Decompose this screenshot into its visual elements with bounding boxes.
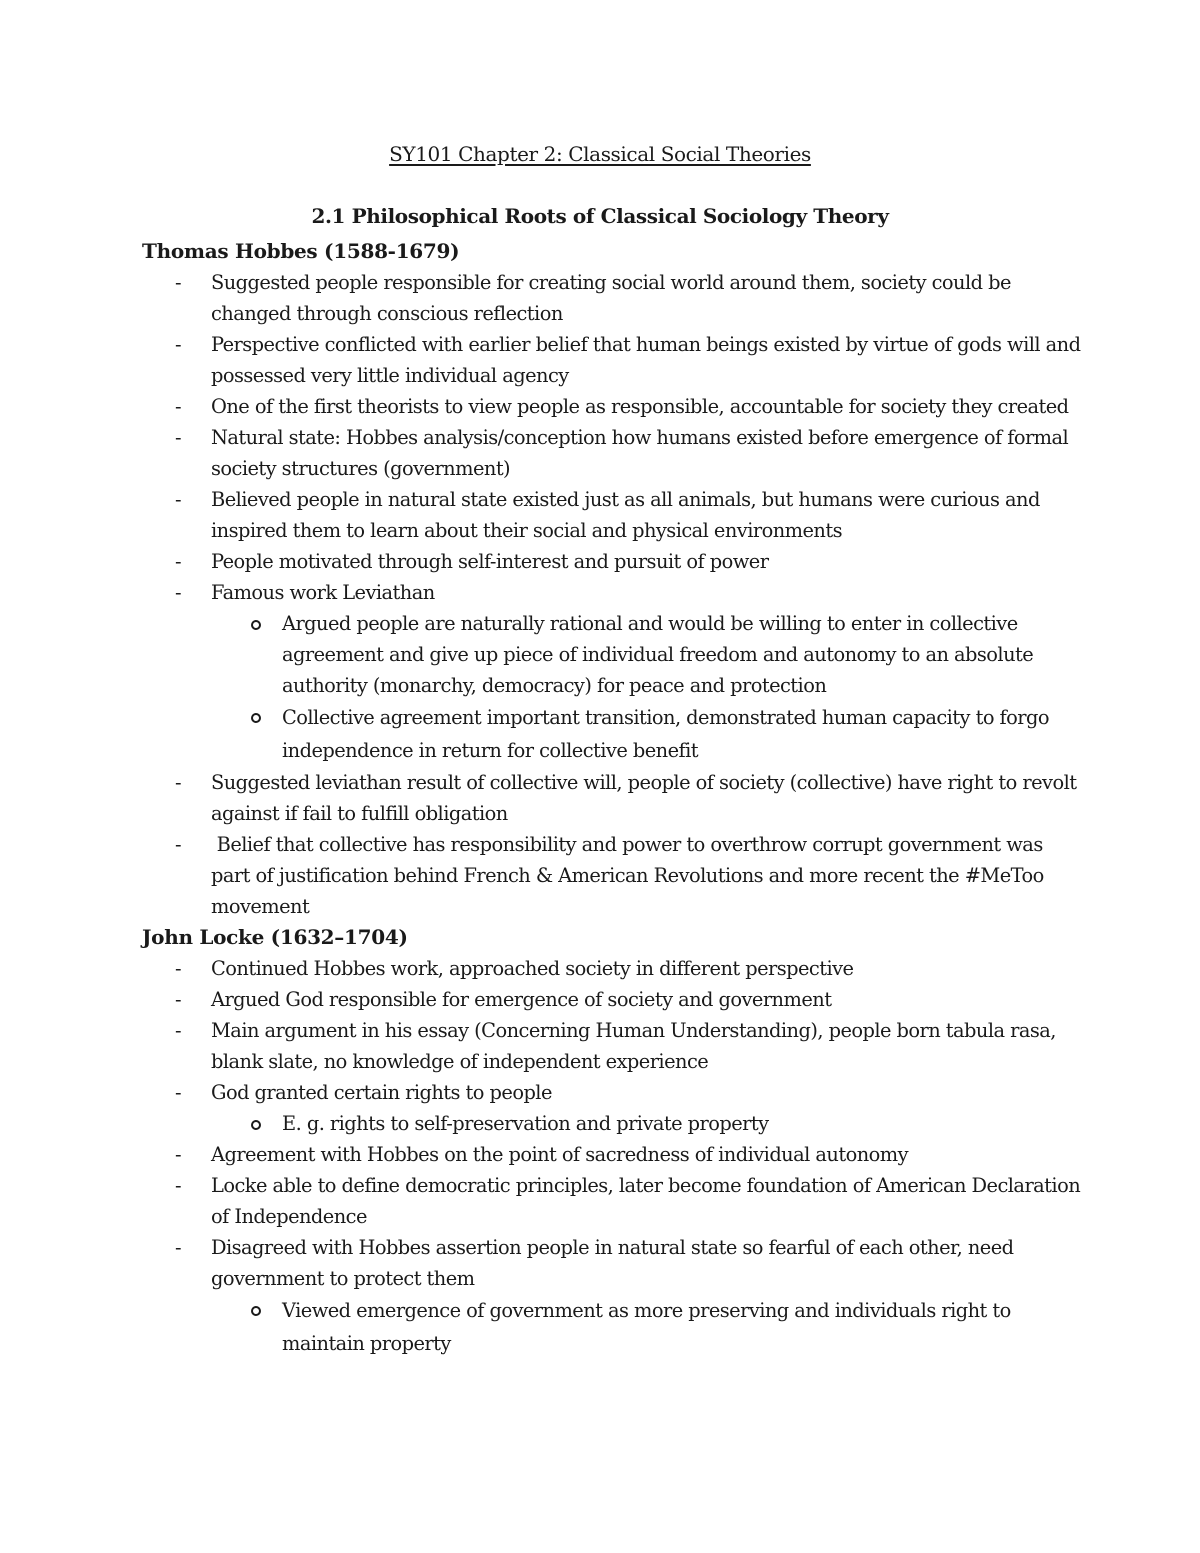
list-item: - People motivated through self-interest and pursuit of power bbox=[142, 546, 1082, 577]
list-item: - Continued Hobbes work, approached society in different perspective bbox=[142, 953, 1082, 984]
list-item: - Main argument in his essay (Concerning Human Understanding), people born tabula rasa, blank slate, no knowledge of independent experience bbox=[142, 1015, 1082, 1077]
list-item: - Suggested leviathan result of collective will, people of society (collective) have right to revolt against if fail to fulfill obligation bbox=[142, 767, 1082, 829]
locke-list bbox=[142, 953, 1082, 1360]
list-item-text: God granted certain rights to people bbox=[211, 1081, 552, 1104]
hobbes-list bbox=[142, 267, 1082, 922]
list-item: - Believed people in natural state existed just as all animals, but humans were curious and inspired them to learn about their social and physical environments bbox=[142, 484, 1082, 546]
sub-list-item: E. g. rights to self-preservation and private property bbox=[211, 1108, 1082, 1139]
list-item-text: Disagreed with Hobbes assertion people in natural state so fearful of each other, need government to protect them bbox=[211, 1236, 1014, 1290]
list-item: - Locke able to define democratic principles, later become foundation of American Declaration of Independence bbox=[142, 1170, 1082, 1232]
government-sublist bbox=[211, 1294, 1082, 1360]
list-item: - Argued God responsible for emergence of society and government bbox=[142, 984, 1082, 1015]
list-item-text: Famous work Leviathan bbox=[211, 581, 435, 604]
list-item-government bbox=[142, 1232, 1082, 1360]
list-item: - Belief that collective has responsibility and power to overthrow corrupt government was part of justification behind French & American Revolutions and more recent the #MeToo movement bbox=[142, 829, 1082, 922]
sub-list-item: Argued people are naturally rational and would be willing to enter in collective agreement and give up piece of individual freedom and autonomy to an absolute authority (monarchy, democracy) for peace and protection bbox=[211, 608, 1082, 701]
sub-list-item: Viewed emergence of government as more preserving and individuals right to maintain property bbox=[211, 1294, 1082, 1360]
list-item: - Suggested people responsible for creating social world around them, society could be changed through conscious reflection bbox=[142, 267, 1082, 329]
document-body bbox=[142, 236, 1082, 1360]
section-heading: 2.1 Philosophical Roots of Classical Sociology Theory bbox=[311, 204, 889, 228]
locke-heading: John Locke (1632–1704) bbox=[142, 925, 408, 949]
sub-list-item: Collective agreement important transition, demonstrated human capacity to forgo independence in return for collective benefit bbox=[211, 701, 1082, 767]
list-item: - One of the first theorists to view people as responsible, accountable for society they created bbox=[142, 391, 1082, 422]
hobbes-heading: Thomas Hobbes (1588-1679) bbox=[142, 239, 460, 263]
list-item-leviathan bbox=[142, 577, 1082, 767]
list-item-rights bbox=[142, 1077, 1082, 1139]
list-item: - Natural state: Hobbes analysis/conception how humans existed before emergence of formal society structures (government) bbox=[142, 422, 1082, 484]
rights-sublist bbox=[211, 1108, 1082, 1139]
list-item: - Perspective conflicted with earlier belief that human beings existed by virtue of gods will and possessed very little individual agency bbox=[142, 329, 1082, 391]
document-title: SY101 Chapter 2: Classical Social Theories bbox=[389, 142, 811, 166]
list-item: - Agreement with Hobbes on the point of sacredness of individual autonomy bbox=[142, 1139, 1082, 1170]
leviathan-sublist bbox=[211, 608, 1082, 767]
